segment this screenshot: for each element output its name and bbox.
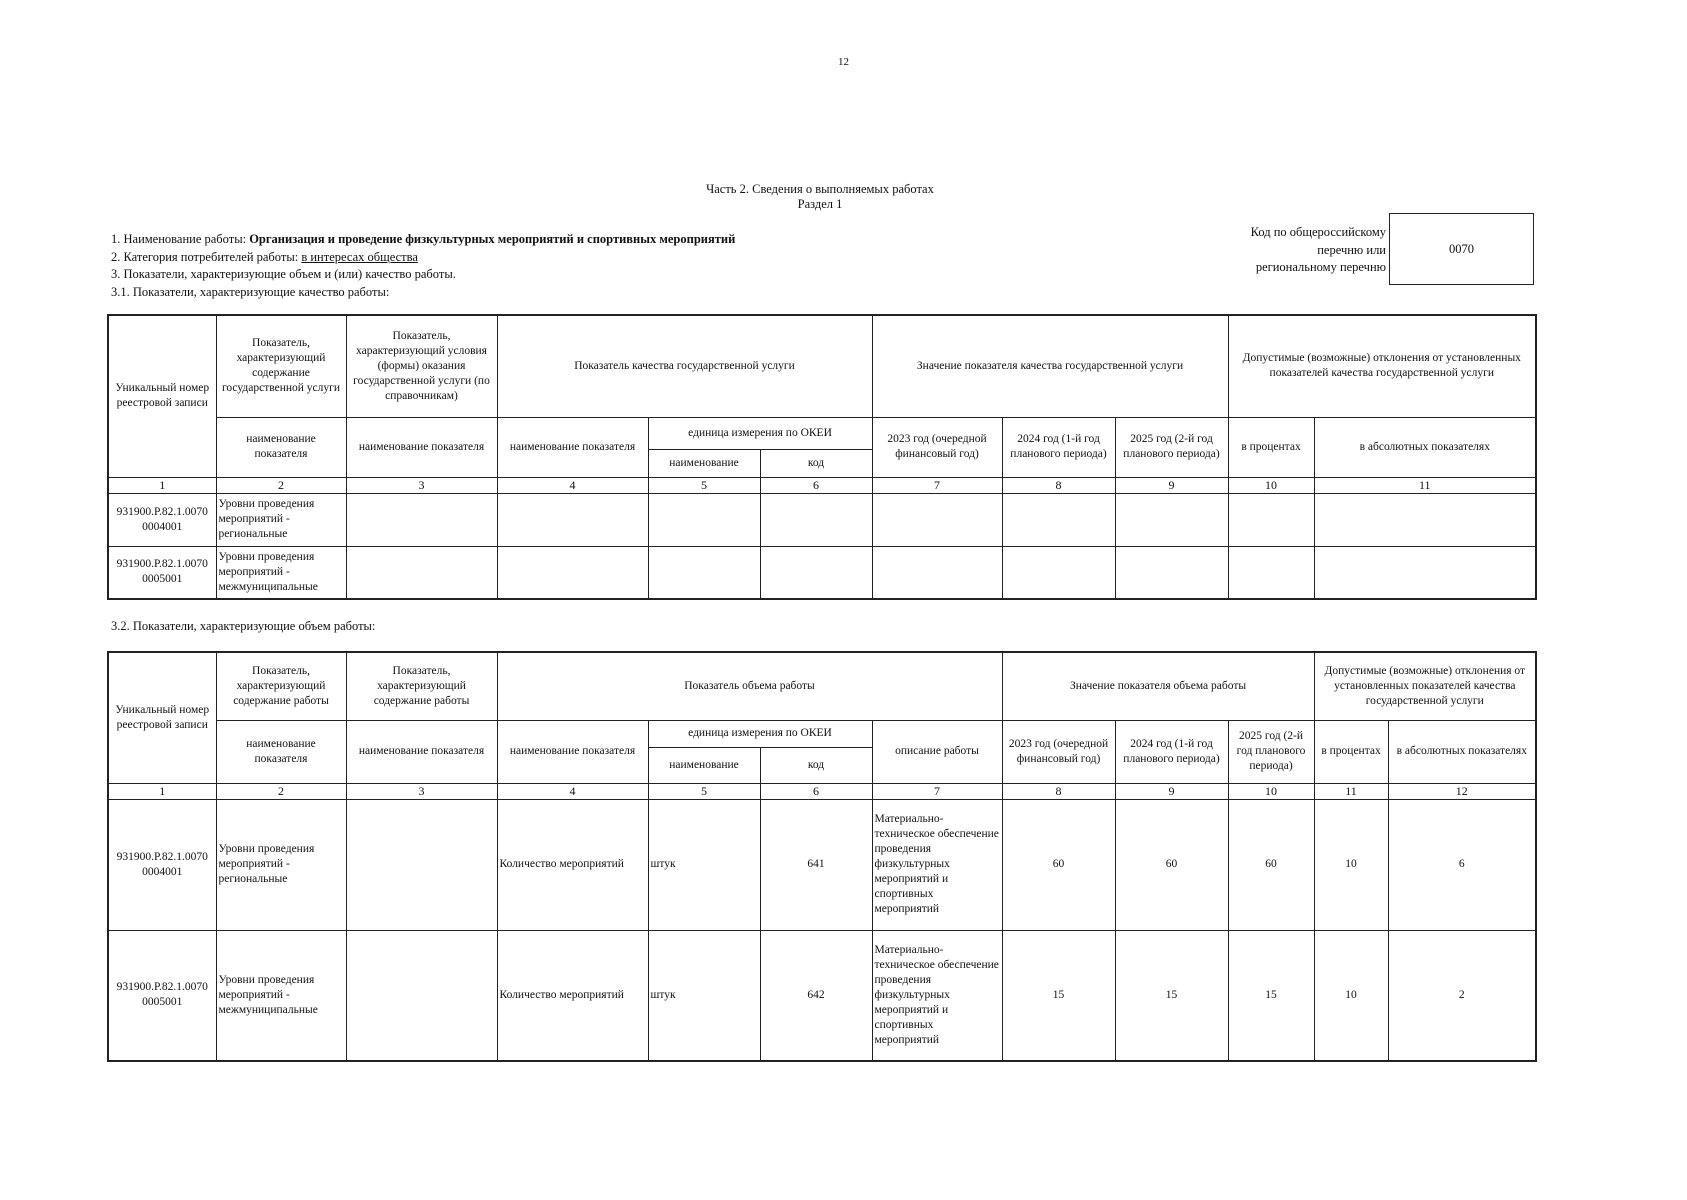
header-unit: единица измерения по ОКЕИ [648, 720, 872, 747]
section-title: Раздел 1 [797, 197, 843, 211]
deviation-absolute: 2 [1388, 930, 1536, 1061]
header-unit-name: наименование [648, 449, 760, 477]
col-number: 5 [648, 783, 760, 799]
col-number: 9 [1115, 477, 1228, 493]
consumer-category-prefix: 2. Категория потребителей работы: [111, 249, 302, 264]
value-2025: 60 [1228, 799, 1314, 930]
header-name-indicator: наименование показателя [346, 417, 497, 477]
table-row [108, 930, 1536, 1061]
content-value: Уровни проведения мероприятий - региональные [216, 799, 346, 930]
header-unique-number: Уникальный номер реестровой записи [108, 315, 216, 477]
col-number: 8 [1002, 783, 1115, 799]
table-row [108, 546, 1536, 599]
header-volume-value: Значение показателя объема работы [1002, 652, 1314, 720]
volume-table [107, 651, 1537, 1062]
consumer-category-value: в интересах общества [301, 249, 418, 264]
empty-cell [760, 493, 872, 546]
empty-cell [648, 546, 760, 599]
empty-cell [872, 546, 1002, 599]
col-number: 3 [346, 477, 497, 493]
work-name-line [111, 231, 735, 249]
header-absolute: в абсолютных показателях [1314, 417, 1536, 477]
header-description: описание работы [872, 720, 1002, 783]
col-number: 10 [1228, 477, 1314, 493]
empty-cell [346, 493, 497, 546]
col-number: 6 [760, 477, 872, 493]
deviation-percent: 10 [1314, 930, 1388, 1061]
col-number: 12 [1388, 783, 1536, 799]
col-number: 11 [1314, 783, 1388, 799]
empty-cell [1228, 493, 1314, 546]
work-description: Материально-техническое обеспечение проведения физкультурных мероприятий и спортивных мероприятий [872, 930, 1002, 1061]
indicator-name: Количество мероприятий [497, 799, 648, 930]
work-info [111, 231, 735, 301]
header-content-indicator: Показатель, характеризующий содержание работы [346, 652, 497, 720]
empty-cell [1115, 493, 1228, 546]
code-label-1: Код по общероссийскому [1250, 225, 1386, 239]
unit-name: штук [648, 799, 760, 930]
header-2023: 2023 год (очередной финансовый год) [872, 417, 1002, 477]
col-number: 2 [216, 783, 346, 799]
col-number: 6 [760, 783, 872, 799]
header-name-indicator: наименование показателя [216, 720, 346, 783]
header-deviation: Допустимые (возможные) отклонения от установленных показателей качества государственной услуги [1314, 652, 1536, 720]
header-absolute: в абсолютных показателях [1388, 720, 1536, 783]
unit-code: 641 [760, 799, 872, 930]
col-number: 4 [497, 783, 648, 799]
work-description: Материально-техническое обеспечение проведения физкультурных мероприятий и спортивных мероприятий [872, 799, 1002, 930]
col-number: 10 [1228, 783, 1314, 799]
content-value: Уровни проведения мероприятий - межмуниципальные [216, 546, 346, 599]
col-number: 4 [497, 477, 648, 493]
value-2025: 15 [1228, 930, 1314, 1061]
value-2024: 15 [1115, 930, 1228, 1061]
quality-table [107, 314, 1537, 600]
table-row [108, 493, 1536, 546]
indicator-name: Количество мероприятий [497, 930, 648, 1061]
empty-cell [648, 493, 760, 546]
work-name-value: Организация и проведение физкультурных мероприятий и спортивных мероприятий [249, 232, 736, 246]
consumer-category-line [111, 249, 735, 267]
empty-cell [1314, 546, 1536, 599]
work-name-prefix: 1. Наименование работы: [111, 232, 250, 246]
column-numbers-row [108, 477, 1536, 493]
page-number: 12 [838, 56, 849, 68]
code-label-2: перечню или [1317, 242, 1386, 257]
empty-cell [760, 546, 872, 599]
header-content-indicator: Показатель, характеризующий содержание работы [216, 652, 346, 720]
header-name-indicator: наименование показателя [497, 720, 648, 783]
empty-cell [346, 930, 497, 1061]
empty-cell [872, 493, 1002, 546]
header-percent: в процентах [1228, 417, 1314, 477]
code-value: 0070 [1449, 241, 1474, 256]
registry-number: 931900.Р.82.1.0070 0004001 [108, 493, 216, 546]
header-deviation: Допустимые (возможные) отклонения от установленных показателей качества государственной услуги [1228, 315, 1536, 417]
header-2024: 2024 год (1-й год планового периода) [1115, 720, 1228, 783]
empty-cell [1002, 546, 1115, 599]
col-number: 7 [872, 783, 1002, 799]
header-2023: 2023 год (очередной финансовый год) [1002, 720, 1115, 783]
header-2024: 2024 год (1-й год планового периода) [1002, 417, 1115, 477]
code-label-3: региональному перечню [1255, 260, 1386, 274]
col-number: 11 [1314, 477, 1536, 493]
document-title [0, 182, 1640, 212]
code-label [1160, 224, 1386, 277]
empty-cell [1002, 493, 1115, 546]
empty-cell [497, 493, 648, 546]
header-name-indicator: наименование показателя [216, 417, 346, 477]
col-number: 5 [648, 477, 760, 493]
empty-cell [346, 546, 497, 599]
empty-cell [1314, 493, 1536, 546]
deviation-absolute: 6 [1388, 799, 1536, 930]
empty-cell [1228, 546, 1314, 599]
empty-cell [497, 546, 648, 599]
col-number: 8 [1002, 477, 1115, 493]
col-number: 3 [346, 783, 497, 799]
value-2024: 60 [1115, 799, 1228, 930]
unit-code: 642 [760, 930, 872, 1061]
indicators-line: 3. Показатели, характеризующие объем и (или) качество работы. [111, 267, 456, 281]
header-quality-indicator: Показатель качества государственной услуги [497, 315, 872, 417]
empty-cell [1115, 546, 1228, 599]
registry-number: 931900.Р.82.1.0070 0004001 [108, 799, 216, 930]
col-number: 1 [108, 477, 216, 493]
header-volume-indicator: Показатель объема работы [497, 652, 1002, 720]
table-row [108, 799, 1536, 930]
header-2025: 2025 год (2-й год планового периода) [1115, 417, 1228, 477]
col-number: 1 [108, 783, 216, 799]
volume-section-title: 3.2. Показатели, характеризующие объем работы: [111, 619, 376, 633]
value-2023: 60 [1002, 799, 1115, 930]
header-unit-code: код [760, 747, 872, 783]
unit-name: штук [648, 930, 760, 1061]
col-number: 2 [216, 477, 346, 493]
value-2023: 15 [1002, 930, 1115, 1061]
code-box [1389, 213, 1534, 285]
header-quality-value: Значение показателя качества государственной услуги [872, 315, 1228, 417]
header-name-indicator: наименование показателя [497, 417, 648, 477]
col-number: 9 [1115, 783, 1228, 799]
header-unit-name: наименование [648, 747, 760, 783]
content-value: Уровни проведения мероприятий - региональные [216, 493, 346, 546]
registry-number: 931900.Р.82.1.0070 0005001 [108, 930, 216, 1061]
header-conditions-indicator: Показатель, характеризующий условия (формы) оказания государственной услуги (по справочникам) [346, 315, 497, 417]
deviation-percent: 10 [1314, 799, 1388, 930]
empty-cell [346, 799, 497, 930]
header-unit: единица измерения по ОКЕИ [648, 417, 872, 449]
content-value: Уровни проведения мероприятий - межмуниципальные [216, 930, 346, 1061]
header-unique-number: Уникальный номер реестровой записи [108, 652, 216, 783]
header-name-indicator: наименование показателя [346, 720, 497, 783]
col-number: 7 [872, 477, 1002, 493]
header-percent: в процентах [1314, 720, 1388, 783]
registry-number: 931900.Р.82.1.0070 0005001 [108, 546, 216, 599]
part-title: Часть 2. Сведения о выполняемых работах [706, 182, 934, 196]
quality-indicators-line: 3.1. Показатели, характеризующие качество работы: [111, 284, 390, 299]
header-content-indicator: Показатель, характеризующий содержание государственной услуги [216, 315, 346, 417]
column-numbers-row [108, 783, 1536, 799]
header-unit-code: код [760, 449, 872, 477]
header-2025: 2025 год (2-й год планового периода) [1228, 720, 1314, 783]
